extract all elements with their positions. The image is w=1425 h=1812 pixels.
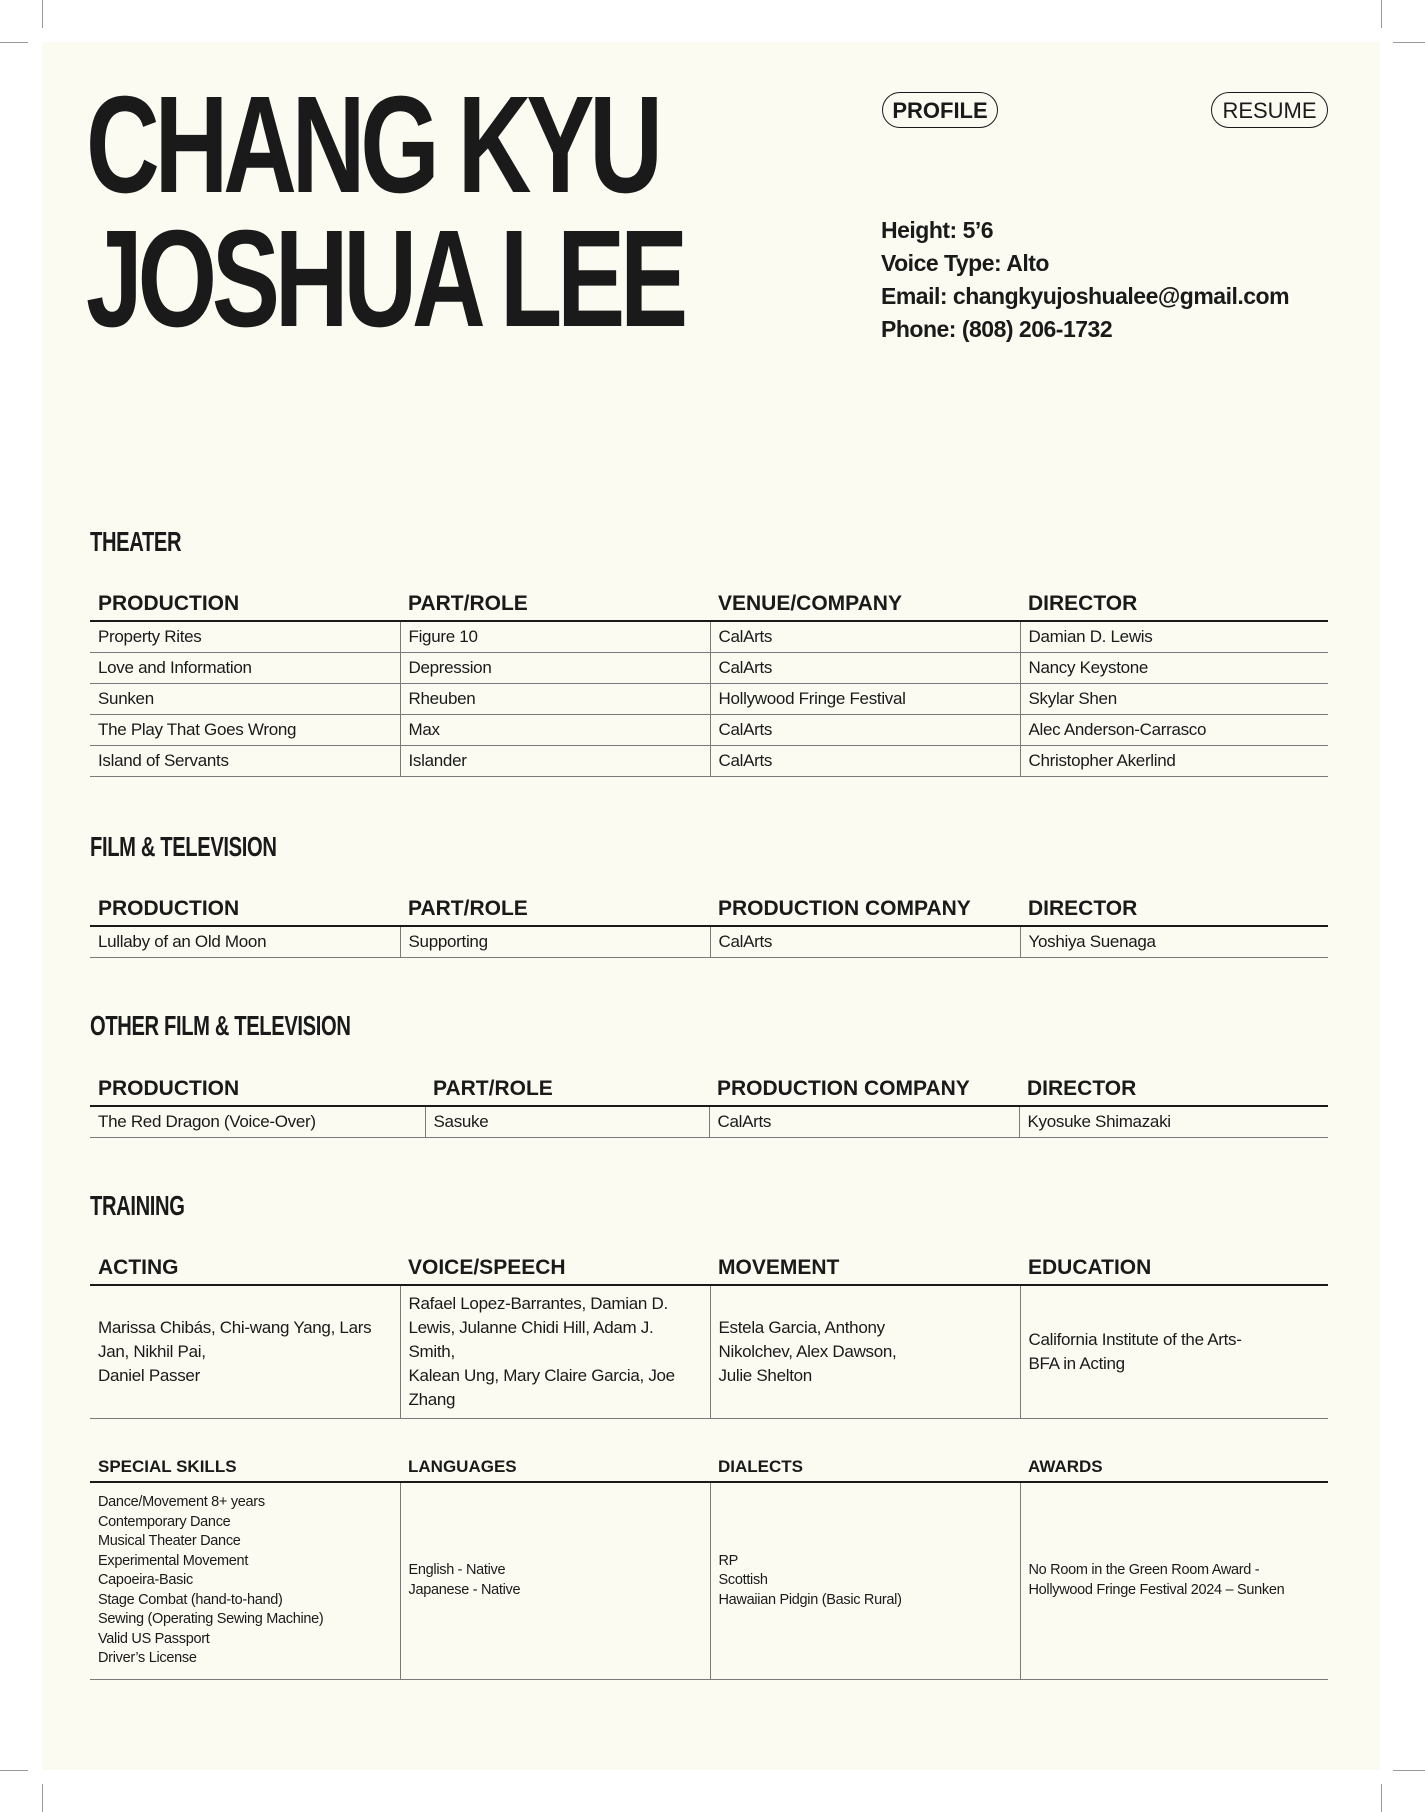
cell-line: Hawaiian Pidgin (Basic Rural) — [718, 1591, 902, 1608]
table-cell: The Red Dragon (Voice-Over) — [90, 1106, 425, 1138]
film-title: FILM & TELEVISION — [90, 831, 277, 862]
cell-line: Marissa Chibás, Chi-wang Yang, Lars — [98, 1318, 372, 1337]
cell-line: Julie Shelton — [718, 1366, 812, 1385]
acting-cell — [90, 1285, 400, 1419]
table-cell: CalArts — [710, 715, 1020, 746]
table-row — [90, 653, 1328, 684]
cell-line: Sewing (Operating Sewing Machine) — [98, 1611, 324, 1627]
table-cell: Kyosuke Shimazaki — [1019, 1106, 1328, 1138]
table-cell: Sunken — [90, 684, 400, 715]
other-film-title: OTHER FILM & TELEVISION — [90, 1010, 351, 1041]
table-cell: Island of Servants — [90, 746, 400, 777]
table-cell: Sasuke — [425, 1106, 709, 1138]
cell-line: Japanese - Native — [408, 1581, 521, 1598]
table-cell: Depression — [400, 653, 710, 684]
crop-mark — [0, 42, 28, 43]
cell-line: Hollywood Fringe Festival 2024 – Sunken — [1028, 1581, 1285, 1598]
table-cell: Property Rites — [90, 621, 400, 653]
table-header-row — [90, 592, 1328, 621]
actor-name — [86, 68, 683, 356]
column-header: DIRECTOR — [1019, 1077, 1328, 1106]
table-row — [90, 1285, 1328, 1419]
table-cell: CalArts — [710, 926, 1020, 958]
film-table — [90, 897, 1328, 958]
training-title: TRAINING — [90, 1190, 185, 1221]
cell-line: Musical Theater Dance — [98, 1533, 241, 1549]
table-cell: Hollywood Fringe Festival — [710, 684, 1020, 715]
education-cell — [1020, 1285, 1328, 1419]
table-cell: Rheuben — [400, 684, 710, 715]
table-row — [90, 926, 1328, 958]
table-cell: Figure 10 — [400, 621, 710, 653]
column-header: PART/ROLE — [400, 897, 710, 926]
cell-line: Capoeira-Basic — [98, 1572, 193, 1588]
table-row — [90, 684, 1328, 715]
column-header: MOVEMENT — [710, 1256, 1020, 1285]
column-header: VOICE/SPEECH — [400, 1256, 710, 1285]
cell-line: Driver’s License — [98, 1650, 197, 1666]
movement-cell — [710, 1285, 1020, 1419]
table-row — [90, 621, 1328, 653]
table-cell: The Play That Goes Wrong — [90, 715, 400, 746]
cell-line: Valid US Passport — [98, 1630, 210, 1647]
height-text: Height: 5’6 — [881, 217, 994, 243]
training-table — [90, 1256, 1328, 1419]
table-cell: Alec Anderson-Carrasco — [1020, 715, 1328, 746]
profile-button[interactable]: PROFILE — [882, 92, 998, 128]
table-cell: Yoshiya Suenaga — [1020, 926, 1328, 958]
table-cell: Love and Information — [90, 653, 400, 684]
resume-button[interactable]: RESUME — [1211, 92, 1328, 128]
name-line-2: JOSHUA LEE — [86, 202, 683, 356]
cell-line: Lewis, Julanne Chidi Hill, Adam J. Smith, — [408, 1318, 654, 1361]
table-row — [90, 715, 1328, 746]
phone-text: Phone: (808) 206-1732 — [881, 316, 1113, 342]
cell-line: English - Native — [408, 1562, 506, 1579]
column-header: PRODUCTION — [90, 1077, 425, 1106]
table-cell: CalArts — [710, 621, 1020, 653]
column-header: SPECIAL SKILLS — [90, 1457, 400, 1482]
theater-title: THEATER — [90, 526, 182, 557]
table-cell: CalArts — [709, 1106, 1019, 1138]
cell-line: Rafael Lopez-Barrantes, Damian D. — [408, 1294, 668, 1313]
cell-line: California Institute of the Arts- — [1028, 1330, 1242, 1349]
column-header: PRODUCTION — [90, 897, 400, 926]
table-row — [90, 1106, 1328, 1138]
cell-line: RP — [718, 1552, 739, 1569]
cell-line: Contemporary Dance — [98, 1513, 231, 1530]
column-header: EDUCATION — [1020, 1256, 1328, 1285]
table-cell: Islander — [400, 746, 710, 777]
cell-line: Daniel Passer — [98, 1366, 200, 1385]
theater-table — [90, 592, 1328, 777]
cell-line: Experimental Movement — [98, 1552, 249, 1569]
cell-line: BFA in Acting — [1028, 1354, 1125, 1373]
table-cell: Nancy Keystone — [1020, 653, 1328, 684]
column-header: PRODUCTION COMPANY — [710, 897, 1020, 926]
crop-mark — [1381, 0, 1382, 28]
table-cell: Christopher Akerlind — [1020, 746, 1328, 777]
column-header: LANGUAGES — [400, 1457, 710, 1482]
email-text: Email: changkyujoshualee@gmail.com — [881, 283, 1290, 309]
table-cell: CalArts — [710, 653, 1020, 684]
crop-mark — [1393, 1770, 1425, 1771]
column-header: AWARDS — [1020, 1457, 1328, 1482]
column-header: PRODUCTION COMPANY — [709, 1077, 1019, 1106]
table-row — [90, 746, 1328, 777]
crop-mark — [1381, 1784, 1382, 1812]
cell-line: Scottish — [718, 1572, 768, 1588]
table-header-row — [90, 897, 1328, 926]
contact-info — [881, 214, 1289, 346]
table-cell: CalArts — [710, 746, 1020, 777]
crop-mark — [0, 1770, 28, 1771]
table-cell: Max — [400, 715, 710, 746]
column-header: PART/ROLE — [400, 592, 710, 621]
crop-mark — [42, 1784, 43, 1812]
special-skills-cell — [90, 1482, 400, 1679]
name-line-1: CHANG KYU — [86, 68, 658, 222]
voice-type-text: Voice Type: Alto — [881, 250, 1049, 276]
crop-mark — [1393, 42, 1425, 43]
cell-line: Nikolchev, Alex Dawson, — [718, 1342, 897, 1361]
table-header-row — [90, 1077, 1328, 1106]
cell-line: No Room in the Green Room Award - — [1028, 1562, 1260, 1579]
cell-line: Dance/Movement 8+ years — [98, 1494, 265, 1510]
crop-mark — [42, 0, 43, 28]
dialects-cell — [710, 1482, 1020, 1679]
table-cell: Skylar Shen — [1020, 684, 1328, 715]
table-row — [90, 1482, 1328, 1679]
column-header: VENUE/COMPANY — [710, 592, 1020, 621]
table-cell: Damian D. Lewis — [1020, 621, 1328, 653]
column-header: PART/ROLE — [425, 1077, 709, 1106]
column-header: ACTING — [90, 1256, 400, 1285]
column-header: DIRECTOR — [1020, 897, 1328, 926]
table-header-row — [90, 1457, 1328, 1482]
column-header: PRODUCTION — [90, 592, 400, 621]
column-header: DIALECTS — [710, 1457, 1020, 1482]
voice-speech-cell — [400, 1285, 710, 1419]
table-header-row — [90, 1256, 1328, 1285]
cell-line: Jan, Nikhil Pai, — [98, 1342, 206, 1361]
cell-line: Kalean Ung, Mary Claire Garcia, Joe — [408, 1366, 675, 1385]
skills-table — [90, 1457, 1328, 1680]
languages-cell — [400, 1482, 710, 1679]
other-film-table — [90, 1077, 1328, 1138]
cell-line: Zhang — [408, 1390, 456, 1409]
cell-line: Estela Garcia, Anthony — [718, 1318, 885, 1337]
column-header: DIRECTOR — [1020, 592, 1328, 621]
awards-cell — [1020, 1482, 1328, 1679]
cell-line: Stage Combat (hand-to-hand) — [98, 1591, 283, 1608]
table-cell: Lullaby of an Old Moon — [90, 926, 400, 958]
table-cell: Supporting — [400, 926, 710, 958]
